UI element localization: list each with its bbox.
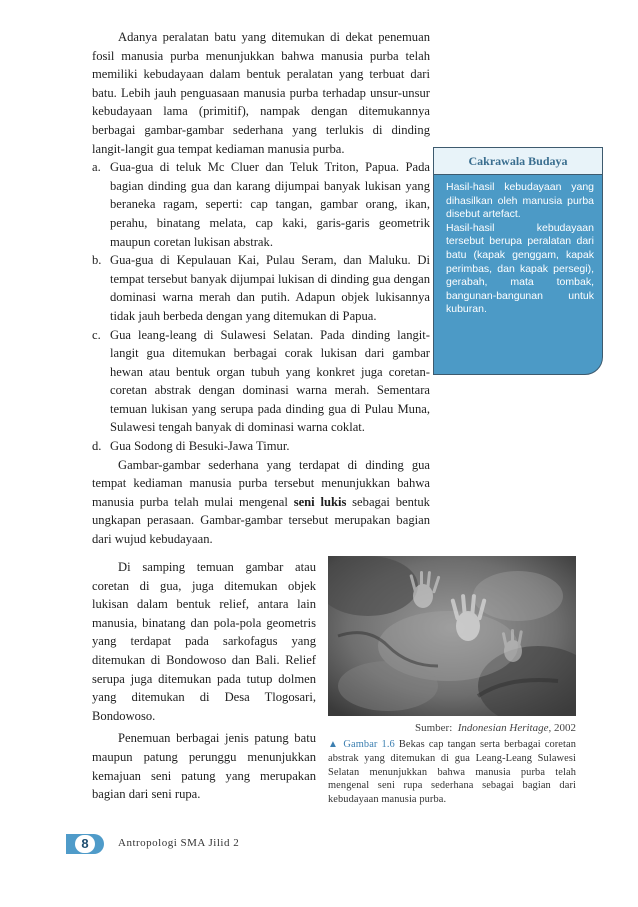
sidebar-paragraph-2: Hasil-hasil kebudayaan tersebut berupa peralatan dari batu (kapak genggam, kapak perimbas, dan kapak persegi), gerabah, mata tombak, bangunan-bangunan untuk kuburan.	[446, 221, 594, 316]
patung-paragraph: Penemuan berbagai jenis patung batu maupun patung perunggu menunjukkan kemajuan seni patung yang merupakan bagian dari seni rupa.	[92, 731, 316, 802]
figure-source: Sumber: Indonesian Heritage, 2002	[414, 722, 576, 734]
figure-caption	[328, 738, 576, 807]
cave-handprint-photo	[328, 556, 576, 716]
main-text-column	[92, 28, 430, 549]
cave-list	[92, 158, 430, 456]
caption-text: Bekas cap tangan serta berbagai coretan abstrak yang ditemukan di gua Leang-Leang Sulawesi Selatan menunjukkan bahwa manusia purba telah mengenal seni rupa sederhana sebagai bagian dari kebudayaan manusia purba.	[328, 739, 577, 806]
cave-wall-image	[328, 556, 576, 716]
sidebar-paragraph-1: Hasil-hasil kebudayaan yang dihasilkan oleh manusia purba disebut artefact.	[446, 181, 594, 221]
lower-text-column	[92, 558, 316, 804]
list-item: c. Gua leang-leang di Sulawesi Selatan. Pada dinding langit-langit gua ditemukan berbagai corak lukisan dari gambar hewan atau bentuk organ tubuh yang konkret juga coretan-coretan abstrak dengan dominasi warna merah. Sementara temuan lukisan yang serupa pada dinding gua di Pulau Muna, Sulawesi tengah banyak di dominasi warna coklat.	[92, 327, 430, 435]
list-item: d. Gua Sodong di Besuki-Jawa Timur.	[92, 439, 290, 454]
caption-label: Gambar 1.6	[343, 739, 395, 750]
book-title: Antropologi SMA Jilid 2	[118, 837, 240, 849]
page-number-badge	[66, 834, 104, 854]
page-number: 8	[75, 835, 95, 853]
keyword-seni-lukis: seni lukis	[293, 494, 347, 509]
triangle-up-icon: ▲	[328, 739, 340, 750]
relief-paragraph: Di samping temuan gambar atau coretan di gua, juga ditemukan objek lukisan dalam bentuk relief, antara lain manusia, binatang dan pola-pola geometris yang terdapat pada sarkofagus yang ditemukan di Bondowoso dan Bali. Relief serupa juga ditemukan pada tutup dolmen yang ditemukan di Desa Tlogosari, Bondowoso.	[92, 560, 316, 723]
intro-paragraph: Adanya peralatan batu yang ditemukan di dekat penemuan fosil manusia purba menunjukkan bahwa manusia purba telah memiliki kebudayaan dalam bentuk peralatan yang terbuat dari batu. Lebih jauh penguasaan manusia purba terhadap unsur-unsur kebudayaan lama (primitif), nampak dengan ditemukannya berbagai gambar-gambar sederhana yang terlukis di dinding langit-langit gua tempat kediaman manusia purba.	[92, 30, 430, 156]
list-item: a. Gua-gua di teluk Mc Cluer dan Teluk Triton, Papua. Pada bagian dinding gua dan karang dijumpai banyak lukisan yang beraneka ragam, seperti: cap tangan, gambar orang, ikan, perahu, binatang melata, cap kaki, garis-garis geometrik maupun coretan lukisan abstrak.	[92, 160, 430, 249]
seni-lukis-paragraph: Gambar-gambar sederhana yang terdapat di dinding gua tempat kediaman manusia purba tersebut menunjukkan bahwa manusia purba telah mulai mengenal seni lukis sebagai bentuk ungkapan perasaan. Gambar-gambar tersebut merupakan bagian dari wujud kebudayaan.	[92, 457, 430, 547]
sidebar-title: Cakrawala Budaya	[434, 148, 602, 175]
cakrawala-budaya-box	[433, 147, 603, 375]
list-item: b. Gua-gua di Kepulauan Kai, Pulau Seram, dan Maluku. Di tempat tersebut banyak dijumpai lukisan di dinding gua dengan dominasi warna merah dan putih. Adapun objek lukisannya tidak jauh berbeda dengan yang ditemukan di Papua.	[92, 253, 430, 323]
sidebar-body	[434, 175, 602, 323]
